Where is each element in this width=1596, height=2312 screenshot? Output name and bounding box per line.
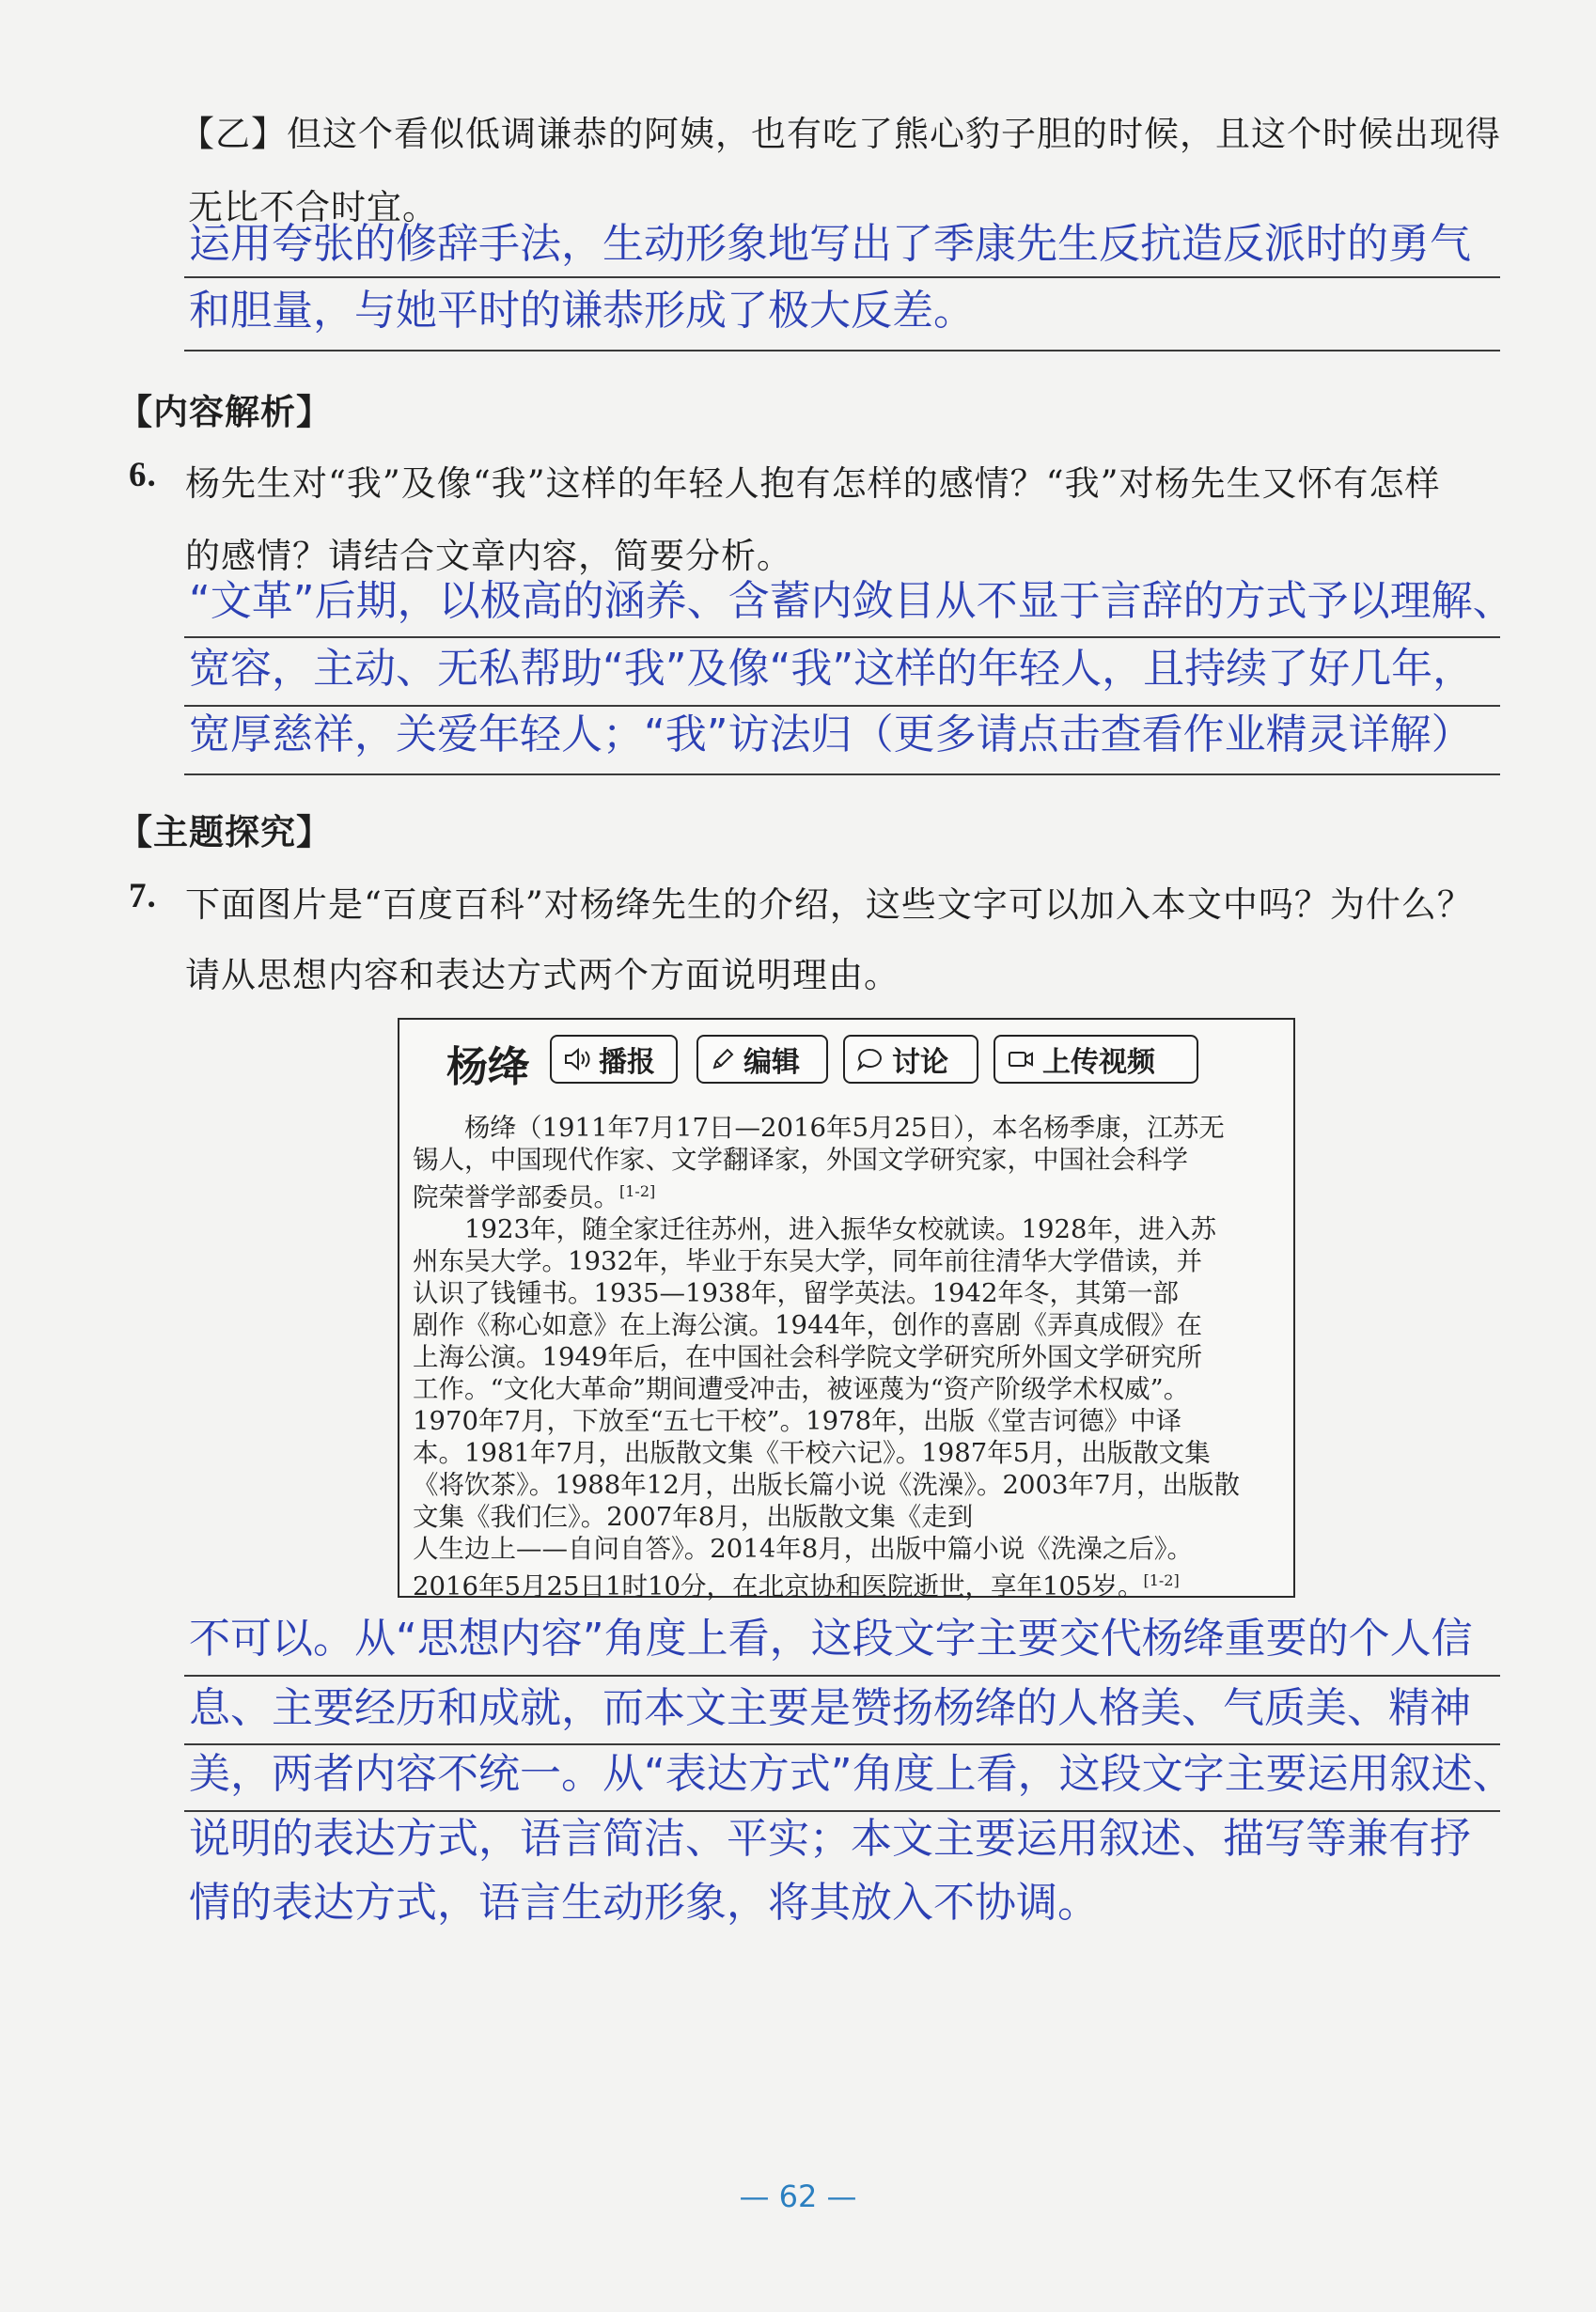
page-number: — 62 —	[739, 2179, 857, 2214]
baike-title: 杨绛	[446, 1043, 529, 1091]
yi-question-line-2: 无比不合时宜。	[188, 187, 438, 227]
baike-line: 1970年7月，下放至“五七干校”。1978年，出版《堂吉诃德》中译	[413, 1406, 1182, 1436]
baike-line: 州东吴大学。1932年，毕业于东吴大学，同年前往清华大学借读，并	[413, 1246, 1202, 1276]
answer-rule	[184, 1743, 1500, 1745]
baike-broadcast-button[interactable]	[550, 1035, 678, 1084]
baike-button-label: 上传视频	[1042, 1046, 1155, 1079]
yi-answer-line-1: 运用夸张的修辞手法，生动形象地写出了季康先生反抗造反派时的勇气	[189, 220, 1471, 268]
baike-body-text	[413, 1112, 1285, 1602]
baike-line: 1923年，随全家迁往苏州，进入振华女校就读。1928年，进入苏	[413, 1214, 1216, 1244]
citation-mark: [1-2]	[619, 1182, 656, 1200]
baike-line: 杨绛（1911年7月17日—2016年5月25日），本名杨季康，江苏无	[413, 1113, 1225, 1143]
video-camera-icon	[1007, 1046, 1035, 1072]
content-analysis-heading: 【内容解析】	[117, 391, 332, 432]
yi-answer-line-2: 和胆量，与她平时的谦恭形成了极大反差。	[189, 287, 975, 335]
question-7-line-2: 请从思想内容和表达方式两个方面说明理由。	[185, 955, 900, 995]
q6-answer-line-2: 宽容，主动、无私帮助“我”及像“我”这样的年轻人，且持续了好几年，	[189, 645, 1475, 693]
baike-line: 本。1981年7月，出版散文集《干校六记》。1987年5月，出版散文集	[413, 1438, 1211, 1468]
chat-bubble-icon	[856, 1046, 884, 1072]
speaker-icon	[563, 1046, 591, 1072]
question-6-number: 6.	[129, 456, 157, 494]
q7-answer-line-1: 不可以。从“思想内容”角度上看，这段文字主要交代杨绛重要的个人信	[189, 1615, 1473, 1663]
baike-line: 剧作《称心如意》在上海公演。1944年，创作的喜剧《弄真成假》在	[413, 1310, 1202, 1340]
baike-screenshot	[398, 1018, 1295, 1601]
baike-line: 锡人，中国现代作家、文学翻译家，外国文学研究家，中国社会科学	[413, 1145, 1188, 1175]
q7-answer-line-5: 情的表达方式，语言生动形象，将其放入不协调。	[189, 1879, 1099, 1927]
baike-line: 《将饮茶》。1988年12月，出版长篇小说《洗澡》。2003年7月，出版散	[413, 1470, 1240, 1500]
baike-button-label: 讨论	[892, 1046, 948, 1079]
q7-answer-line-2: 息、主要经历和成就，而本文主要是赞扬杨绛的人格美、气质美、精神	[189, 1684, 1471, 1732]
answer-rule	[184, 636, 1500, 638]
baike-button-label: 编辑	[743, 1046, 800, 1079]
yi-question-line-1: 【乙】但这个看似低调谦恭的阿姨，也有吃了熊心豹子胆的时候，且这个时候出现得	[180, 114, 1501, 154]
answer-rule	[184, 705, 1500, 707]
baike-line: 人生边上——自问自答》。2014年8月，出版中篇小说《洗澡之后》。	[413, 1534, 1193, 1564]
q6-answer-line-3: 宽厚慈祥，关爱年轻人；“我”访法归（更多请点击查看作业精灵详解）	[189, 711, 1473, 758]
answer-rule	[184, 276, 1500, 278]
q7-answer-line-4: 说明的表达方式，语言简洁、平实；本文主要运用叙述、描写等兼有抒	[189, 1815, 1471, 1863]
yi-question	[180, 105, 1501, 227]
answer-rule	[184, 1810, 1500, 1812]
q6-answer-line-1: “文革”后期，以极高的涵养、含蓄内敛目从不显于言辞的方式予以理解、	[189, 577, 1514, 625]
question-6-line-2: 的感情？请结合文章内容，简要分析。	[185, 536, 792, 576]
citation-mark: [1-2]	[1143, 1571, 1180, 1589]
answer-rule	[184, 1675, 1500, 1677]
theme-exploration-heading: 【主题探究】	[117, 811, 332, 852]
baike-line: 上海公演。1949年后，在中国社会科学院文学研究所外国文学研究所	[413, 1342, 1202, 1372]
pencil-icon	[710, 1046, 736, 1072]
baike-line: 文集《我们仨》。2007年8月，出版散文集《走到	[413, 1502, 974, 1532]
baike-line: 认识了钱锺书。1935—1938年，留学英法。1942年冬，其第一部	[413, 1278, 1179, 1308]
baike-edit-button[interactable]	[696, 1035, 828, 1084]
q7-answer-line-3: 美，两者内容不统一。从“表达方式”角度上看，这段文字主要运用叙述、	[189, 1750, 1514, 1798]
baike-line: 工作。“文化大革命”期间遭受冲击，被诬蔑为“资产阶级学术权威”。	[413, 1374, 1190, 1404]
answer-rule	[184, 350, 1500, 351]
baike-discuss-button[interactable]	[843, 1035, 978, 1084]
baike-button-label: 播报	[599, 1046, 655, 1079]
question-7-line-1: 下面图片是“百度百科”对杨绛先生的介绍，这些文字可以加入本文中吗？为什么？	[185, 884, 1473, 925]
question-6-line-1: 杨先生对“我”及像“我”这样的年轻人抱有怎样的感情？“我”对杨先生又怀有怎样	[185, 463, 1441, 504]
baike-line: 2016年5月25日1时10分，在北京协和医院逝世，享年105岁。[1-2]	[413, 1571, 1180, 1601]
baike-line: 院荣誉学部委员。[1-2]	[413, 1182, 656, 1212]
answer-rule	[184, 773, 1500, 775]
baike-upload-video-button[interactable]	[994, 1035, 1198, 1084]
question-7-number: 7.	[129, 877, 157, 915]
